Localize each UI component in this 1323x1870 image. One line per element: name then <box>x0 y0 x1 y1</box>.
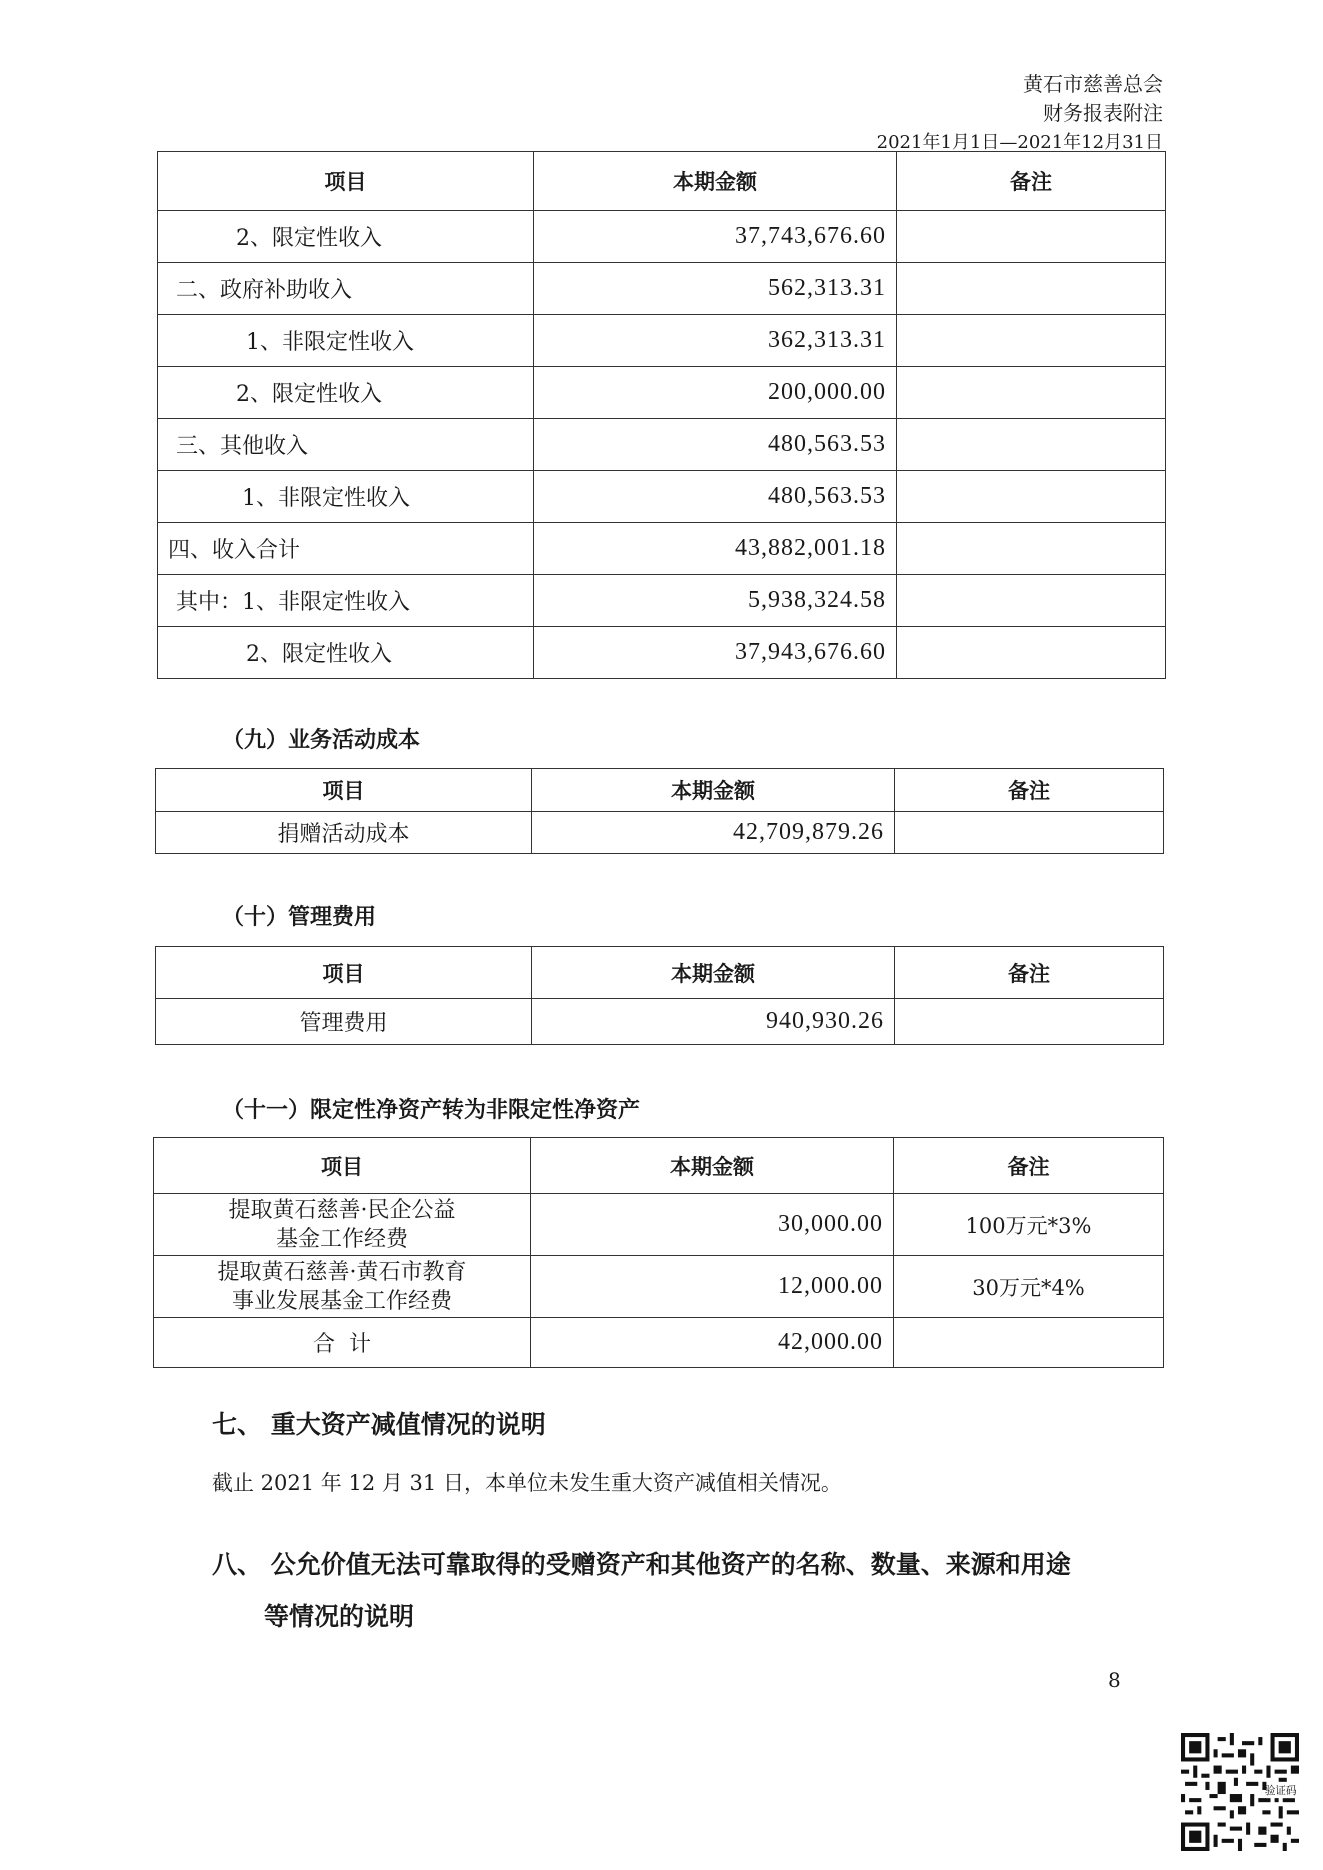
row-item: 二、政府补助收入 <box>158 263 534 315</box>
column-header-amount: 本期金额 <box>534 152 897 211</box>
paragraph-asset-impairment: 截止 2021 年 12 月 31 日，本单位未发生重大资产减值相关情况。 <box>212 1471 842 1495</box>
row-remark <box>897 367 1166 419</box>
row-remark <box>897 315 1166 367</box>
business-cost-table <box>155 768 1164 854</box>
row-item: 四、收入合计 <box>158 523 534 575</box>
table-row <box>158 523 1166 575</box>
organization-name: 黄石市慈善总会 <box>1023 72 1163 96</box>
row-remark <box>894 1318 1164 1368</box>
column-header-item: 项目 <box>156 769 532 812</box>
row-remark <box>897 627 1166 679</box>
column-header-item: 项目 <box>158 152 534 211</box>
document-title: 财务报表附注 <box>1043 101 1163 125</box>
column-header-item: 项目 <box>156 947 532 999</box>
table-row <box>158 419 1166 471</box>
row-amount: 42,709,879.26 <box>532 812 895 854</box>
row-amount: 12,000.00 <box>531 1256 894 1318</box>
management-expense-table <box>155 946 1164 1045</box>
column-header-remark: 备注 <box>897 152 1166 211</box>
row-amount: 200,000.00 <box>534 367 897 419</box>
row-item: 捐赠活动成本 <box>156 812 532 854</box>
section-title-net-asset-transfer: （十一）限定性净资产转为非限定性净资产 <box>222 1098 641 1123</box>
table-header-row <box>156 947 1164 999</box>
table-row <box>156 812 1164 854</box>
row-item: 1、非限定性收入 <box>158 315 534 367</box>
table-row <box>158 627 1166 679</box>
row-item <box>154 1256 531 1318</box>
row-item <box>154 1194 531 1256</box>
row-remark <box>895 812 1164 854</box>
column-header-remark: 备注 <box>894 1138 1164 1194</box>
row-item-line2: 事业发展基金工作经费 <box>231 1288 452 1314</box>
income-table <box>157 151 1166 679</box>
table-row <box>158 211 1166 263</box>
reporting-period: 2021年1月1日—2021年12月31日 <box>876 132 1163 153</box>
row-amount: 30,000.00 <box>531 1194 894 1256</box>
table-row <box>154 1318 1164 1368</box>
row-item: 2、限定性收入 <box>158 367 534 419</box>
column-header-amount: 本期金额 <box>532 769 895 812</box>
row-item: 1、非限定性收入 <box>158 471 534 523</box>
table-row <box>158 263 1166 315</box>
row-amount: 562,313.31 <box>534 263 897 315</box>
section-title-business-cost: （九）业务活动成本 <box>222 728 421 753</box>
net-asset-transfer-table <box>153 1137 1164 1368</box>
table-header-row <box>156 769 1164 812</box>
row-item: 2、限定性收入 <box>158 211 534 263</box>
section-title-management-expense: （十）管理费用 <box>222 905 377 930</box>
row-remark: 100万元*3% <box>894 1194 1164 1256</box>
page-number: 8 <box>1108 1668 1121 1692</box>
row-remark <box>897 575 1166 627</box>
row-item-line2: 基金工作经费 <box>275 1226 408 1252</box>
row-remark <box>897 523 1166 575</box>
row-amount: 43,882,001.18 <box>534 523 897 575</box>
table-row <box>156 999 1164 1045</box>
row-remark: 30万元*4% <box>894 1256 1164 1318</box>
row-remark <box>897 471 1166 523</box>
heading-donated-assets: 八、 公允价值无法可靠取得的受赠资产和其他资产的名称、数量、来源和用途 <box>212 1550 1071 1579</box>
column-header-item: 项目 <box>154 1138 531 1194</box>
table-row <box>158 367 1166 419</box>
column-header-amount: 本期金额 <box>531 1138 894 1194</box>
row-item: 2、限定性收入 <box>158 627 534 679</box>
row-remark <box>895 999 1164 1045</box>
table-row <box>158 575 1166 627</box>
row-amount: 480,563.53 <box>534 419 897 471</box>
row-item: 三、其他收入 <box>158 419 534 471</box>
table-header-row <box>154 1138 1164 1194</box>
row-remark <box>897 211 1166 263</box>
row-item-line1: 提取黄石慈善·黄石市教育 <box>217 1259 467 1285</box>
row-item: 合 计 <box>154 1318 531 1368</box>
row-remark <box>897 263 1166 315</box>
row-amount: 940,930.26 <box>532 999 895 1045</box>
row-item: 管理费用 <box>156 999 532 1045</box>
document-header <box>877 70 1163 157</box>
row-amount: 480,563.53 <box>534 471 897 523</box>
table-row <box>158 471 1166 523</box>
table-row <box>158 315 1166 367</box>
column-header-remark: 备注 <box>895 769 1164 812</box>
row-amount: 5,938,324.58 <box>534 575 897 627</box>
row-amount: 362,313.31 <box>534 315 897 367</box>
table-row <box>154 1256 1164 1318</box>
column-header-remark: 备注 <box>895 947 1164 999</box>
column-header-amount: 本期金额 <box>532 947 895 999</box>
qr-code-icon <box>1181 1733 1299 1851</box>
row-remark <box>897 419 1166 471</box>
row-item-line1: 提取黄石慈善·民企公益 <box>228 1197 456 1223</box>
row-item: 其中：1、非限定性收入 <box>158 575 534 627</box>
heading-asset-impairment: 七、 重大资产减值情况的说明 <box>212 1410 546 1439</box>
table-header-row <box>158 152 1166 211</box>
row-amount: 37,743,676.60 <box>534 211 897 263</box>
row-amount: 42,000.00 <box>531 1318 894 1368</box>
qr-caption: 验证码 <box>1264 1785 1297 1798</box>
row-amount: 37,943,676.60 <box>534 627 897 679</box>
table-row <box>154 1194 1164 1256</box>
heading-donated-assets-cont: 等情况的说明 <box>264 1602 415 1631</box>
